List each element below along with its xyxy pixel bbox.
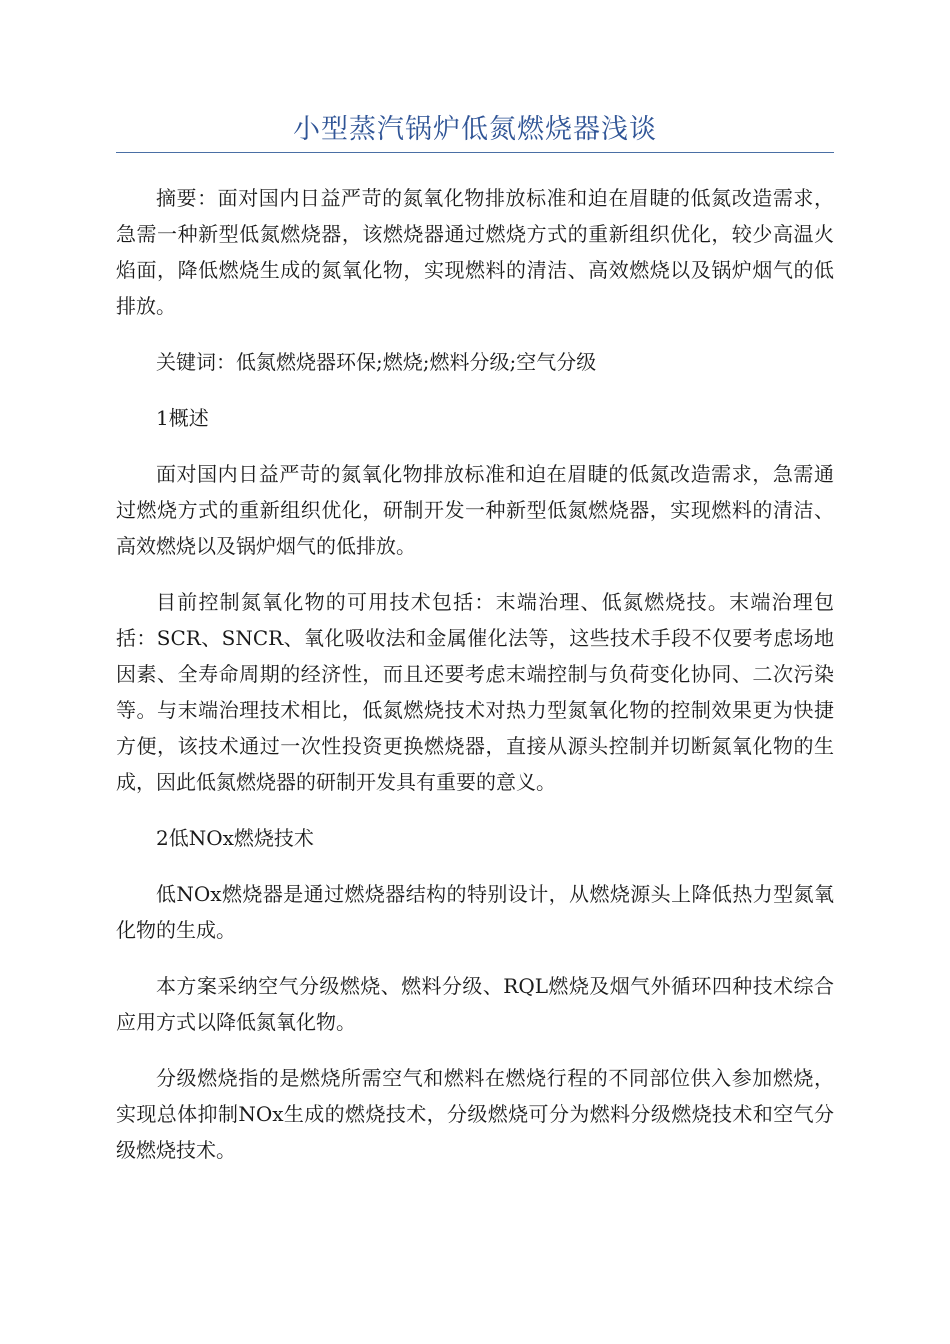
body-paragraph: 目前控制氮氧化物的可用技术包括：末端治理、低氮燃烧技。末端治理包括：SCR、SNCR、氧化吸收法和金属催化法等，这些技术手段不仅要考虑场地因素、全寿命周期的经济性，而且还要考虑末端控制与负荷变化协同、二次污染等。与末端治理技术相比，低氮燃烧技术对热力型氮氧化物的控制效果更为快捷方便，该技术通过一次性投资更换燃烧器，直接从源头控制并切断氮氧化物的生成，因此低氮燃烧器的研制开发具有重要的意义。 <box>116 590 834 794</box>
body-paragraph: 面对国内日益严苛的氮氧化物排放标准和迫在眉睫的低氮改造需求，急需通过燃烧方式的重新组织优化，研制开发一种新型低氮燃烧器，实现燃料的清洁、高效燃烧以及锅炉烟气的低排放。 <box>116 462 834 558</box>
body-paragraph: 本方案采纳空气分级燃烧、燃料分级、RQL燃烧及烟气外循环四种技术综合应用方式以降低氮氧化物。 <box>116 974 834 1034</box>
section-heading-low-nox: 2低NOx燃烧技术 <box>156 826 314 850</box>
abstract-paragraph: 摘要：面对国内日益严苛的氮氧化物排放标准和迫在眉睫的低氮改造需求，急需一种新型低氮燃烧器，该燃烧器通过燃烧方式的重新组织优化，较少高温火焰面，降低燃烧生成的氮氧化物，实现燃料的清洁、高效燃烧以及锅炉烟气的低排放。 <box>116 186 834 318</box>
document-title: 小型蒸汽锅炉低氮燃烧器浅谈 <box>293 114 657 145</box>
section-heading-overview: 1概述 <box>156 406 209 430</box>
document-body <box>116 180 834 1188</box>
keywords-paragraph: 关键词：低氮燃烧器环保;燃烧;燃料分级;空气分级 <box>156 350 597 374</box>
body-paragraph: 低NOx燃烧器是通过燃烧器结构的特别设计，从燃烧源头上降低热力型氮氧化物的生成。 <box>116 882 834 942</box>
body-paragraph: 分级燃烧指的是燃烧所需空气和燃料在燃烧行程的不同部位供入参加燃烧，实现总体抑制NOx生成的燃烧技术，分级燃烧可分为燃料分级燃烧技术和空气分级燃烧技术。 <box>116 1066 834 1162</box>
title-block <box>116 112 834 153</box>
